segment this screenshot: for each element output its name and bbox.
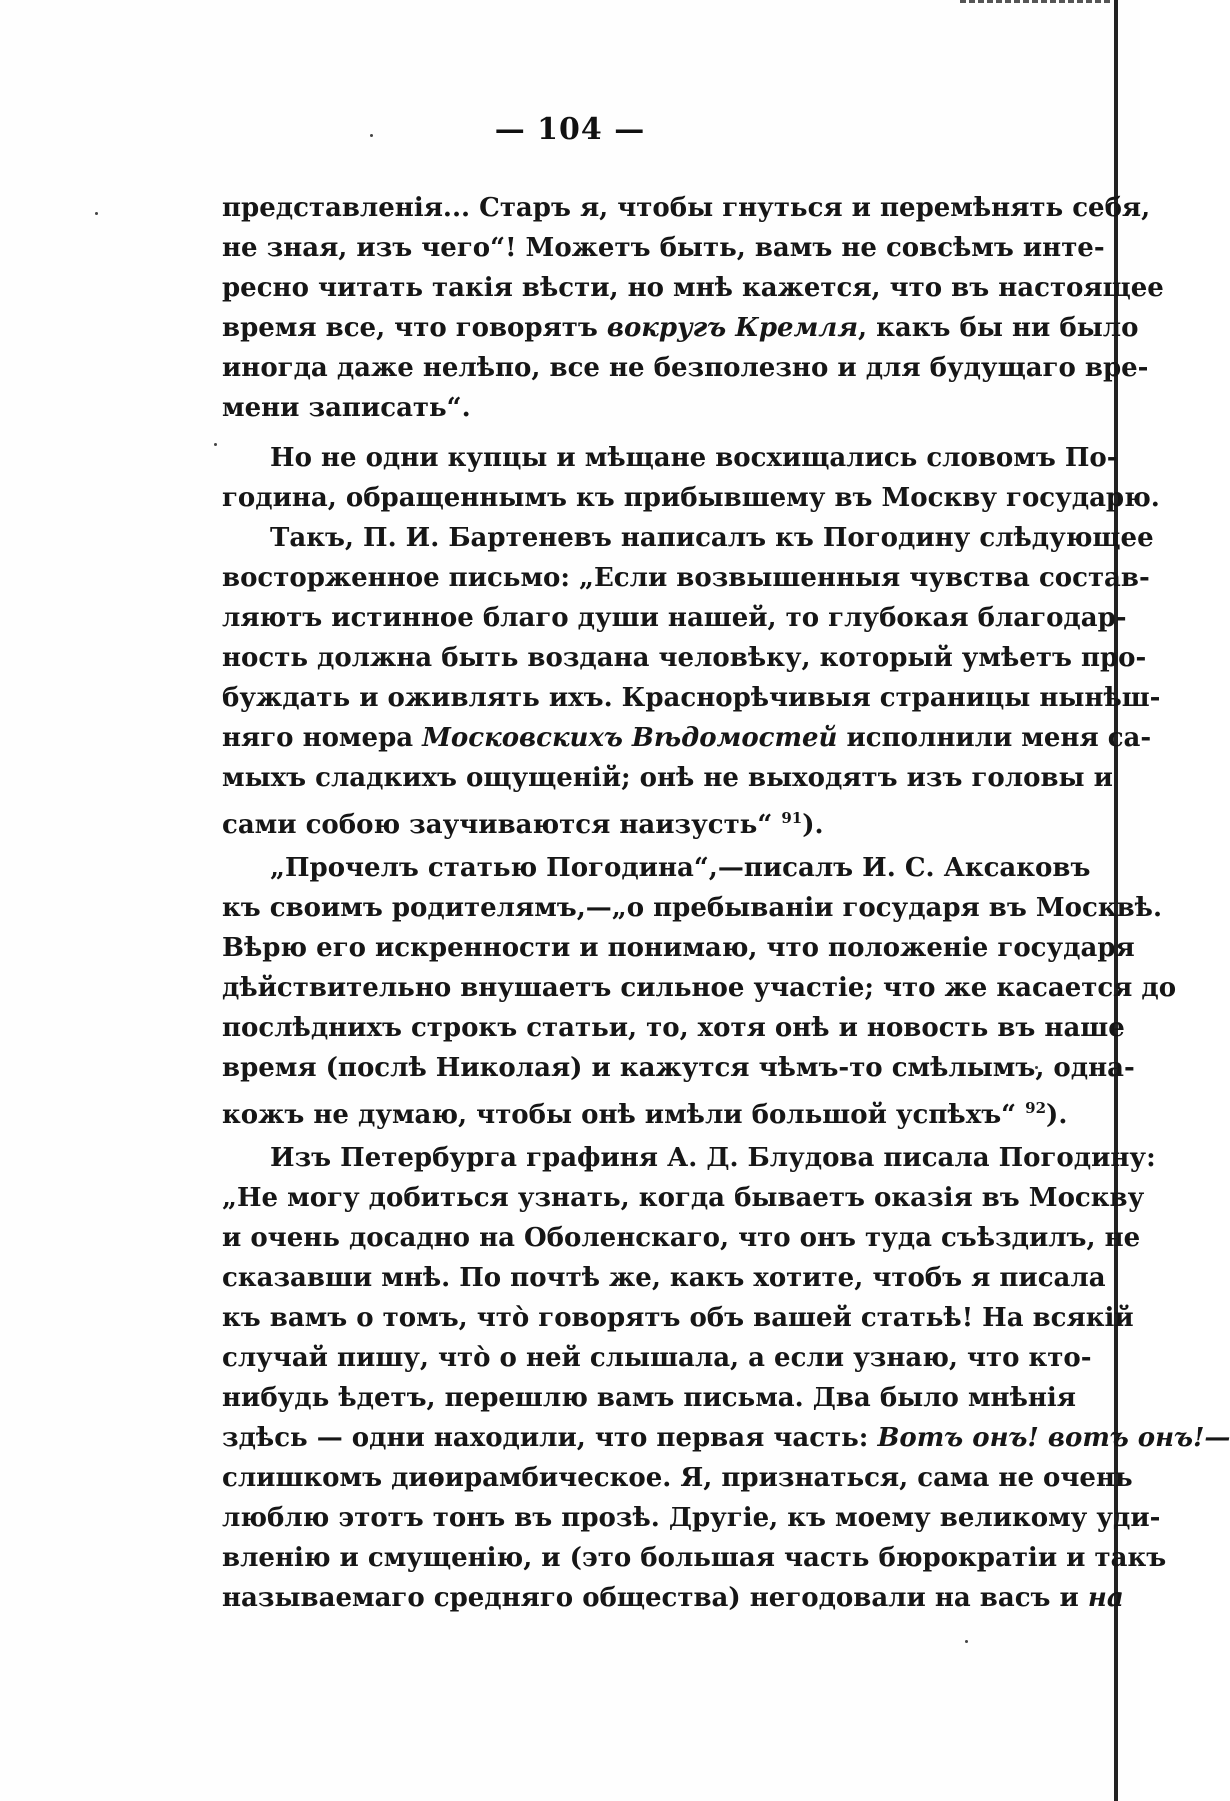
text-segment: послѣднихъ строкъ статьи, то, хотя онѣ и новость въ наше [222,1013,1125,1043]
text-segment: Изъ Петербурга графиня А. Д. Блудова писала Погодину: [270,1143,1156,1173]
text-line [222,848,1091,888]
text-line [222,1498,1161,1538]
text-segment: буждать и оживлять ихъ. Краснорѣчивыя страницы нынѣш- [222,683,1161,713]
text-segment: Такъ, П. И. Бартеневъ написалъ къ Погодину слѣдующее [270,523,1154,553]
text-segment: здѣсь — одни находили, что первая часть: [222,1423,878,1453]
text-segment: сами собою заучиваются наизусть“ [222,810,782,840]
text-line [222,678,1161,718]
text-segment: исполнили меня са- [837,723,1152,753]
text-segment: представленія... Старъ я, чтобы гнуться и перемѣнять себя, [222,193,1151,223]
text-segment: , какъ бы ни было [858,313,1139,343]
body-text [222,188,1230,1618]
text-line [222,518,1154,558]
text-line [222,1218,1141,1258]
text-line [222,638,1147,678]
text-segment: время (послѣ Николая) и кажутся чѣмъ-то смѣлымъ, одна- [222,1053,1135,1083]
text-line [222,1258,1106,1298]
scan-speck [95,212,98,215]
page-number: — 104 — [494,112,646,147]
text-line [222,1578,1124,1618]
footnote-ref: 92 [1025,1099,1047,1117]
text-segment: „Не могу добиться узнать, когда бываетъ оказія въ Москву [222,1183,1145,1213]
text-line [222,928,1135,968]
text-line [222,888,1162,928]
text-line [222,1418,1230,1458]
text-segment: няго номера [222,723,423,753]
text-line [222,598,1127,638]
italic-text: Московскихъ Вѣдомостей [422,723,838,753]
text-segment: называемаго средняго общества) негодовали на васъ и [222,1583,1088,1613]
text-segment: слишкомъ диѳирамбическое. Я, признаться, сама не очень [222,1463,1133,1493]
text-segment: сказавши мнѣ. По почтѣ же, какъ хотите, чтобъ я писала [222,1263,1106,1293]
italic-text: Вотъ онъ! вотъ онъ!— [877,1423,1230,1453]
text-line [222,1088,1068,1130]
text-segment: ность должна быть воздана человѣку, который умѣетъ про- [222,643,1147,673]
text-segment: мыхъ сладкихъ ощущеній; онѣ не выходятъ изъ головы и [222,763,1113,793]
text-segment: не зная, изъ чего“! Можетъ быть, вамъ не совсѣмъ инте- [222,233,1105,263]
text-segment: нибудь ѣдетъ, перешлю вамъ письма. Два было мнѣнія [222,1383,1076,1413]
text-line [222,1178,1145,1218]
text-line [222,228,1105,268]
italic-text: на [1087,1583,1124,1613]
text-line [222,558,1150,598]
text-segment: ресно читать такія вѣсти, но мнѣ кажется, что въ настоящее [222,273,1164,303]
scan-speck [214,443,217,446]
text-line [222,268,1164,308]
text-line [222,348,1149,388]
text-line [222,188,1151,228]
text-line [222,1008,1125,1048]
text-segment: люблю этотъ тонъ въ прозѣ. Другіе, къ моему великому уди- [222,1503,1161,1533]
text-line [222,308,1139,348]
text-segment: дѣйствительно внушаетъ сильное участіе; что же касается до [222,973,1177,1003]
text-line [222,1298,1134,1338]
text-line [222,798,1054,838]
text-line [222,1458,1133,1498]
text-segment: иногда даже нелѣпо, все не безполезно и для будущаго вре- [222,353,1149,383]
text-segment: восторженное письмо: „Если возвышенныя чувства состав- [222,563,1150,593]
text-segment: ). [802,810,824,840]
footnote-ref: 91 [781,809,803,827]
scan-speck [965,1640,968,1643]
text-line [222,758,1113,798]
text-segment: Но не одни купцы и мѣщане восхищались словомъ По- [270,443,1118,473]
text-line [222,388,1054,428]
text-segment: къ своимъ родителямъ,—„о пребываніи государя въ Москвѣ. [222,893,1162,923]
text-segment: мени записать“. [222,393,471,423]
text-segment: время все, что говорятъ [222,313,607,343]
text-line [222,1048,1135,1088]
text-segment: и очень досадно на Оболенскаго, что онъ туда съѣздилъ, не [222,1223,1141,1253]
text-segment: ляютъ истинное благо души нашей, то глубокая благодар- [222,603,1127,633]
text-segment: вленію и смущенію, и (это большая часть бюрократіи и такъ [222,1543,1167,1573]
text-segment: къ вамъ о томъ, что̀ говорятъ объ вашей статьѣ! На всякій [222,1303,1134,1333]
text-segment: Вѣрю его искренности и понимаю, что положеніе государя [222,933,1135,963]
scan-edge-dashes [960,0,1110,9]
text-line [222,1338,1092,1378]
text-line [222,1538,1167,1578]
text-segment: случай пишу, что̀ о ней слышала, а если узнаю, что кто- [222,1343,1092,1373]
text-line [222,1378,1076,1418]
text-segment: кожъ не думаю, чтобы онѣ имѣли большой успѣхъ“ [222,1100,1026,1130]
paragraph-gap [222,428,1054,438]
text-line [222,968,1177,1008]
text-segment: година, обращеннымъ къ прибывшему въ Москву государю. [222,483,1160,513]
text-line [222,478,1160,518]
text-line [222,718,1152,758]
italic-text: вокругъ Кремля [606,313,859,343]
text-segment: ). [1046,1100,1068,1130]
text-line [222,1138,1156,1178]
text-segment: „Прочелъ статью Погодина“,—писалъ И. С. Аксаковъ [270,853,1091,883]
text-line [222,438,1118,478]
